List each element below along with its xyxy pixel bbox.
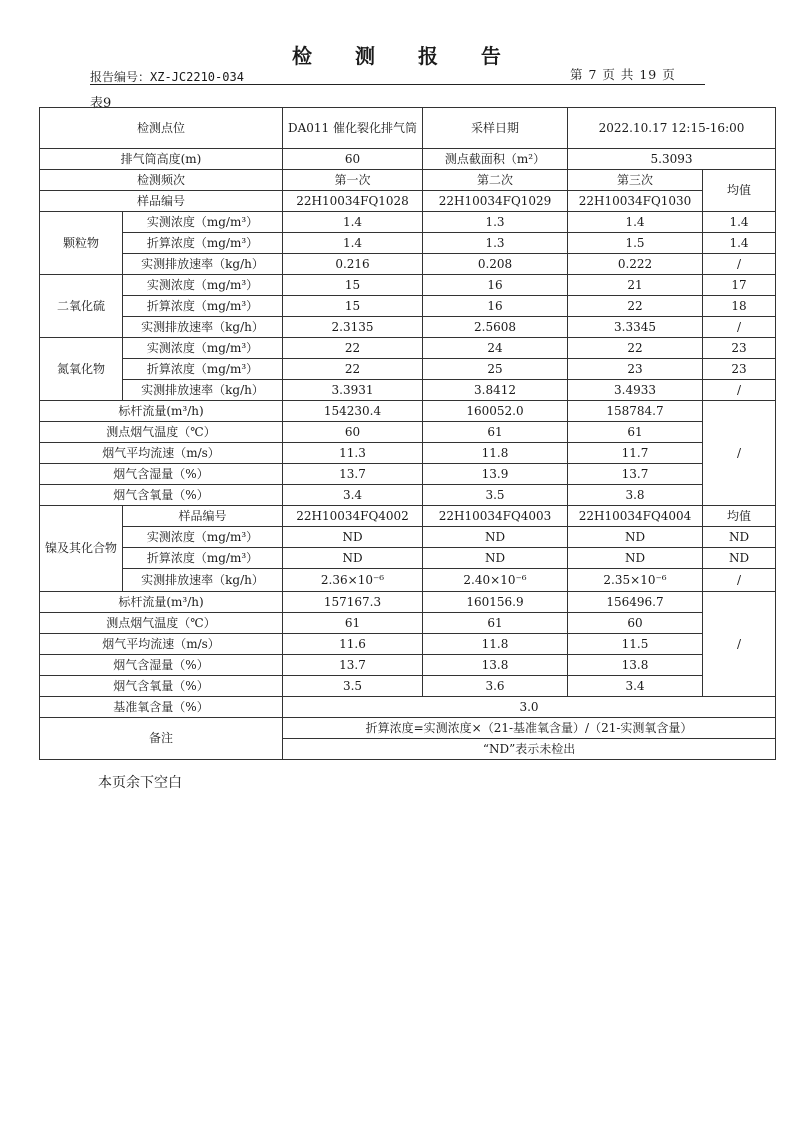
page-info: 第 7 页 共 19 页: [570, 67, 676, 82]
value-cell: 13.8: [568, 655, 703, 676]
date-value: 2022.10.17 12:15-16:00: [568, 108, 776, 149]
param-label: 实测排放速率（kg/h）: [123, 254, 283, 275]
table-row: [40, 592, 776, 613]
table-row: [40, 380, 776, 401]
emission-table: [39, 107, 776, 760]
value-cell: 160052.0: [423, 401, 568, 422]
run1-header: 第一次: [283, 170, 423, 191]
param-label: 实测排放速率（kg/h）: [123, 317, 283, 338]
value-cell: 1.4: [283, 212, 423, 233]
value-cell: 22: [283, 338, 423, 359]
value-cell: 16: [423, 275, 568, 296]
param-label: 实测浓度（mg/m³）: [123, 212, 283, 233]
value-cell: 2.35×10⁻⁶: [568, 569, 703, 592]
point-value: DA011 催化裂化排气筒: [283, 108, 423, 149]
value-cell: 2.3135: [283, 317, 423, 338]
table-row: [40, 527, 776, 548]
value-cell: 11.6: [283, 634, 423, 655]
table-row: [40, 233, 776, 254]
value-cell: 0.222: [568, 254, 703, 275]
table-row: [40, 676, 776, 697]
table-row: [40, 296, 776, 317]
area-value: 5.3093: [568, 149, 776, 170]
sample-id: 22H10034FQ4004: [568, 506, 703, 527]
table-row: [40, 422, 776, 443]
run3-header: 第三次: [568, 170, 703, 191]
param-label: 实测排放速率（kg/h）: [123, 380, 283, 401]
avg-cell: /: [703, 592, 776, 697]
nox-name: 氮氧化物: [40, 338, 123, 401]
avg-cell: /: [703, 380, 776, 401]
value-cell: 15: [283, 296, 423, 317]
value-cell: 1.4: [283, 233, 423, 254]
value-cell: ND: [423, 548, 568, 569]
value-cell: 2.36×10⁻⁶: [283, 569, 423, 592]
avg-cell: /: [703, 317, 776, 338]
table-row: [40, 569, 776, 592]
sample-id: 22H10034FQ1028: [283, 191, 423, 212]
value-cell: 15: [283, 275, 423, 296]
value-cell: 22: [568, 296, 703, 317]
value-cell: 11.3: [283, 443, 423, 464]
table-row: [40, 464, 776, 485]
remarks-formula: 折算浓度=实测浓度×（21-基准氧含量）/（21-实测氧含量）: [283, 718, 776, 739]
value-cell: 13.7: [568, 464, 703, 485]
value-cell: ND: [283, 527, 423, 548]
value-cell: 154230.4: [283, 401, 423, 422]
param-label: 实测排放速率（kg/h）: [123, 569, 283, 592]
run2-header: 第二次: [423, 170, 568, 191]
so2-name: 二氧化硫: [40, 275, 123, 338]
point-label: 检测点位: [40, 108, 283, 149]
value-cell: 61: [283, 613, 423, 634]
sample-id: 22H10034FQ1030: [568, 191, 703, 212]
value-cell: 3.4: [283, 485, 423, 506]
value-cell: 61: [423, 613, 568, 634]
value-cell: ND: [423, 527, 568, 548]
value-cell: 160156.9: [423, 592, 568, 613]
value-cell: 23: [568, 359, 703, 380]
avg-cell: ND: [703, 527, 776, 548]
table-row: [40, 317, 776, 338]
value-cell: 3.8412: [423, 380, 568, 401]
sample-label: 样品编号: [123, 506, 283, 527]
height-value: 60: [283, 149, 423, 170]
value-cell: 1.3: [423, 233, 568, 254]
avg-cell: /: [703, 401, 776, 506]
value-cell: 1.4: [568, 212, 703, 233]
freq-label: 检测频次: [40, 170, 283, 191]
table-row: [40, 170, 776, 191]
value-cell: 3.3345: [568, 317, 703, 338]
table-row: [40, 718, 776, 739]
table-row: [40, 548, 776, 569]
page-title: 检 测 报 告: [292, 44, 519, 68]
table-row: [40, 697, 776, 718]
avg-cell: 1.4: [703, 233, 776, 254]
value-cell: ND: [568, 548, 703, 569]
table-row: [40, 275, 776, 296]
value-cell: 156496.7: [568, 592, 703, 613]
remarks-nd: “ND”表示未检出: [283, 739, 776, 760]
param-label: 折算浓度（mg/m³）: [123, 233, 283, 254]
value-cell: 61: [423, 422, 568, 443]
avg-header: 均值: [703, 170, 776, 212]
avg-cell: 18: [703, 296, 776, 317]
flow-label: 烟气含氧量（%）: [40, 485, 283, 506]
table-row: [40, 655, 776, 676]
value-cell: 3.4933: [568, 380, 703, 401]
value-cell: 0.208: [423, 254, 568, 275]
flow-label: 烟气平均流速（m/s）: [40, 634, 283, 655]
avg-header: 均值: [703, 506, 776, 527]
flow-label: 烟气平均流速（m/s）: [40, 443, 283, 464]
avg-cell: 23: [703, 338, 776, 359]
value-cell: 3.3931: [283, 380, 423, 401]
table-row: [40, 149, 776, 170]
value-cell: 2.40×10⁻⁶: [423, 569, 568, 592]
table-row: [40, 613, 776, 634]
value-cell: 3.8: [568, 485, 703, 506]
value-cell: 2.5608: [423, 317, 568, 338]
table-row: [40, 254, 776, 275]
value-cell: 22: [568, 338, 703, 359]
avg-cell: ND: [703, 548, 776, 569]
flow-label: 标杆流量(m³/h): [40, 592, 283, 613]
param-label: 折算浓度（mg/m³）: [123, 548, 283, 569]
table-row: [40, 108, 776, 149]
avg-cell: /: [703, 254, 776, 275]
table-row: [40, 359, 776, 380]
value-cell: 3.5: [283, 676, 423, 697]
flow-label: 标杆流量(m³/h): [40, 401, 283, 422]
value-cell: 0.216: [283, 254, 423, 275]
avg-cell: /: [703, 569, 776, 592]
value-cell: 1.3: [423, 212, 568, 233]
sample-id: 22H10034FQ1029: [423, 191, 568, 212]
value-cell: 3.4: [568, 676, 703, 697]
table-row: [40, 443, 776, 464]
value-cell: 13.9: [423, 464, 568, 485]
value-cell: 3.5: [423, 485, 568, 506]
baseline-label: 基准氧含量（%）: [40, 697, 283, 718]
remarks-label: 备注: [40, 718, 283, 760]
flow-label: 测点烟气温度（℃）: [40, 422, 283, 443]
table-row: [40, 212, 776, 233]
avg-cell: 17: [703, 275, 776, 296]
header-divider: [90, 84, 705, 85]
sample-label: 样品编号: [40, 191, 283, 212]
value-cell: 22: [283, 359, 423, 380]
pm-name: 颗粒物: [40, 212, 123, 275]
value-cell: ND: [283, 548, 423, 569]
value-cell: 1.5: [568, 233, 703, 254]
avg-cell: 1.4: [703, 212, 776, 233]
value-cell: 25: [423, 359, 568, 380]
value-cell: 61: [568, 422, 703, 443]
table-row: [40, 191, 776, 212]
value-cell: 24: [423, 338, 568, 359]
param-label: 实测浓度（mg/m³）: [123, 527, 283, 548]
table-row: [40, 485, 776, 506]
avg-cell: 23: [703, 359, 776, 380]
value-cell: 11.7: [568, 443, 703, 464]
baseline-value: 3.0: [283, 697, 776, 718]
table-row: [40, 401, 776, 422]
value-cell: 60: [568, 613, 703, 634]
footer-note: 本页余下空白: [98, 775, 182, 791]
flow-label: 烟气含氧量（%）: [40, 676, 283, 697]
sample-id: 22H10034FQ4002: [283, 506, 423, 527]
value-cell: 158784.7: [568, 401, 703, 422]
date-label: 采样日期: [423, 108, 568, 149]
value-cell: 13.7: [283, 464, 423, 485]
sample-id: 22H10034FQ4003: [423, 506, 568, 527]
table-row: [40, 338, 776, 359]
report-number: 报告编号：XZ-JC2210-034: [90, 70, 244, 84]
flow-label: 测点烟气温度（℃）: [40, 613, 283, 634]
area-label: 测点截面积（m²）: [423, 149, 568, 170]
table-row: [40, 506, 776, 527]
height-label: 排气筒高度(m): [40, 149, 283, 170]
value-cell: 60: [283, 422, 423, 443]
value-cell: 13.7: [283, 655, 423, 676]
value-cell: 3.6: [423, 676, 568, 697]
param-label: 折算浓度（mg/m³）: [123, 359, 283, 380]
value-cell: 13.8: [423, 655, 568, 676]
value-cell: 11.5: [568, 634, 703, 655]
flow-label: 烟气含湿量（%）: [40, 655, 283, 676]
nickel-name: 镍及其化合物: [40, 506, 123, 592]
value-cell: 21: [568, 275, 703, 296]
value-cell: ND: [568, 527, 703, 548]
value-cell: 11.8: [423, 443, 568, 464]
value-cell: 16: [423, 296, 568, 317]
value-cell: 157167.3: [283, 592, 423, 613]
param-label: 实测浓度（mg/m³）: [123, 338, 283, 359]
param-label: 折算浓度（mg/m³）: [123, 296, 283, 317]
flow-label: 烟气含湿量（%）: [40, 464, 283, 485]
table-row: [40, 634, 776, 655]
table-label: 表9: [90, 96, 112, 111]
value-cell: 11.8: [423, 634, 568, 655]
param-label: 实测浓度（mg/m³）: [123, 275, 283, 296]
